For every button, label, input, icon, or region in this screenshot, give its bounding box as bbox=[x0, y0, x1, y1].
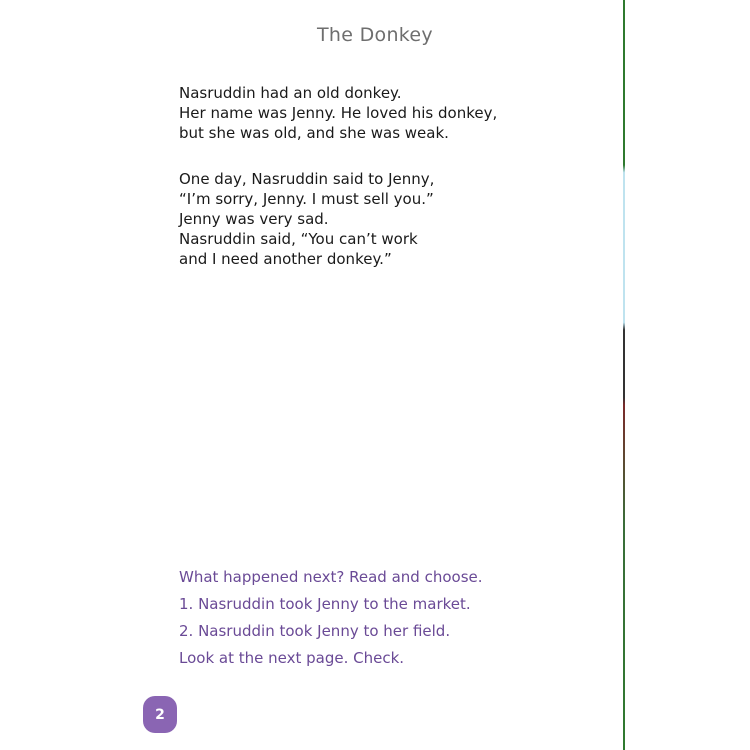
adjacent-page-edge bbox=[623, 0, 625, 750]
story-line: but she was old, and she was weak. bbox=[179, 124, 449, 142]
story-line: One day, Nasruddin said to Jenny, bbox=[179, 170, 435, 188]
story-line: Jenny was very sad. bbox=[179, 210, 329, 228]
comprehension-questions bbox=[179, 566, 599, 674]
story-line: Nasruddin had an old donkey. bbox=[179, 84, 402, 102]
story-paragraph-1 bbox=[179, 83, 599, 143]
story-text bbox=[179, 83, 599, 295]
story-paragraph-2 bbox=[179, 169, 599, 269]
story-line: and I need another donkey.” bbox=[179, 250, 392, 268]
question-prompt: What happened next? Read and choose. bbox=[179, 568, 483, 586]
page-number-badge: 2 bbox=[143, 696, 177, 733]
question-option-1: 1. Nasruddin took Jenny to the market. bbox=[179, 595, 471, 613]
question-instruction: Look at the next page. Check. bbox=[179, 649, 405, 667]
question-option-2: 2. Nasruddin took Jenny to her field. bbox=[179, 622, 451, 640]
story-line: “I’m sorry, Jenny. I must sell you.” bbox=[179, 190, 434, 208]
story-line: Her name was Jenny. He loved his donkey, bbox=[179, 104, 498, 122]
story-line: Nasruddin said, “You can’t work bbox=[179, 230, 418, 248]
page-title: The Donkey bbox=[317, 24, 433, 46]
